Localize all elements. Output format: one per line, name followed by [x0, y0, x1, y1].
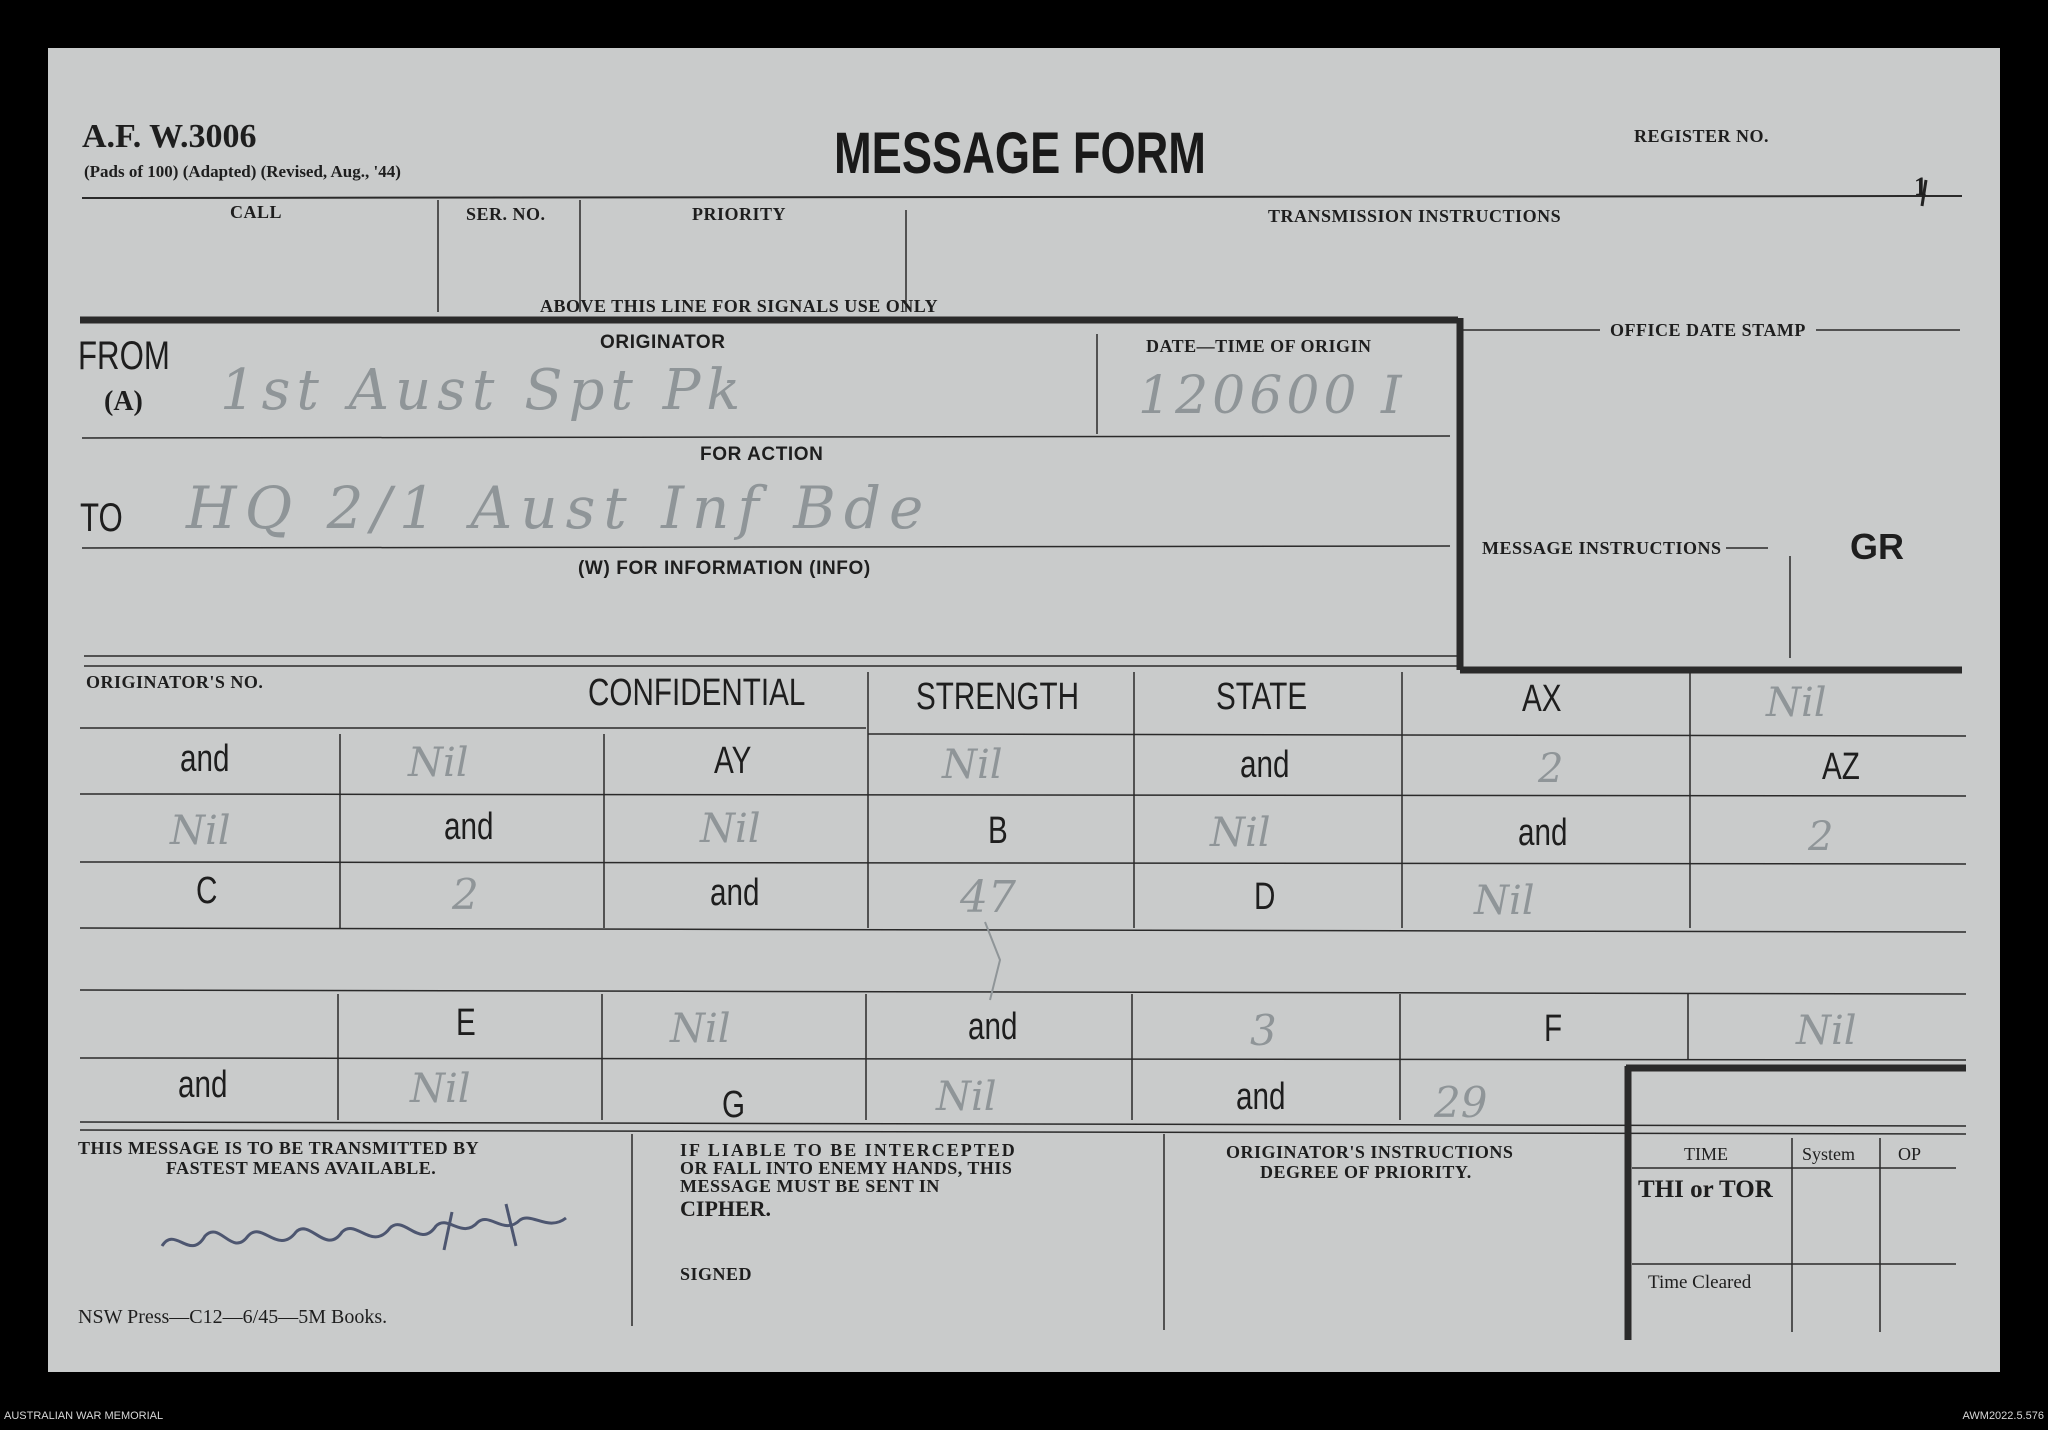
ax-label: AX	[1522, 678, 1562, 720]
form-code: A.F. W.3006	[82, 118, 257, 155]
grid-r4-c3: and	[710, 872, 760, 914]
liable-note-line3: MESSAGE MUST BE SENT IN	[680, 1176, 940, 1196]
ser-no-label: SER. NO.	[466, 204, 546, 224]
grid-r2-c4: Nil	[942, 742, 1003, 788]
signed-label: SIGNED	[680, 1264, 753, 1284]
page-title: MESSAGE FORM	[834, 121, 1206, 186]
grid-r2-c3: AY	[714, 740, 752, 782]
register-label: REGISTER NO.	[1634, 126, 1770, 146]
grid-r3-c6: and	[1518, 812, 1568, 854]
originator-label: ORIGINATOR	[600, 332, 726, 353]
transmission-instructions-label: TRANSMISSION INSTRUCTIONS	[1268, 206, 1562, 226]
originators-instructions-label: ORIGINATOR'S INSTRUCTIONS	[1226, 1142, 1514, 1162]
signature-text	[600, 1212, 607, 1213]
press-note: NSW Press—C12—6/45—5M Books.	[78, 1306, 388, 1328]
grid-r6-c5: and	[1236, 1076, 1286, 1118]
grid-r5-c6: F	[1544, 1008, 1563, 1050]
from-sub-label: (A)	[104, 386, 143, 417]
credit-right: AWM2022.5.576	[1962, 1410, 2044, 1422]
grid-r4-c5: D	[1254, 876, 1276, 918]
signals-use-note: ABOVE THIS LINE FOR SIGNALS USE ONLY	[540, 296, 939, 316]
grid-r2-c1: and	[180, 738, 230, 780]
grid-r3-c1: Nil	[170, 808, 231, 854]
grid-r2-c2: Nil	[408, 740, 469, 786]
date-time-origin-label: DATE—TIME OF ORIGIN	[1146, 336, 1372, 356]
grid-r3-c5: Nil	[1210, 810, 1271, 856]
priority-label: PRIORITY	[692, 204, 787, 224]
liable-note-line1: IF LIABLE TO BE INTERCEPTED	[680, 1140, 1017, 1160]
office-date-stamp-label: OFFICE DATE STAMP	[1600, 320, 1816, 341]
grid-r6-c3: G	[722, 1084, 746, 1126]
grid-r2-c6: 2	[1538, 746, 1564, 792]
liable-note-line2: OR FALL INTO ENEMY HANDS, THIS	[680, 1158, 1013, 1178]
form-subcode: (Pads of 100) (Adapted) (Revised, Aug., '44)	[84, 162, 401, 181]
to-label: TO	[80, 496, 123, 540]
strength-label: STRENGTH	[916, 676, 1080, 718]
grid-r2-c7: AZ	[1822, 746, 1860, 788]
grid-r5-c3: Nil	[670, 1006, 731, 1052]
originator-value: 1st Aust Spt Pk	[220, 358, 747, 423]
thi-tor-label: THI or TOR	[1638, 1176, 1773, 1203]
op-label: OP	[1898, 1144, 1922, 1164]
ax-value: Nil	[1766, 680, 1827, 726]
grid-r4-c6: Nil	[1474, 878, 1535, 924]
grid-r3-c3: Nil	[700, 806, 761, 852]
confidential-label: CONFIDENTIAL	[588, 672, 806, 714]
grid-r4-c4: 47	[960, 872, 1016, 923]
call-label: CALL	[230, 202, 283, 222]
grid-r5-c7: Nil	[1796, 1008, 1857, 1054]
degree-of-priority-label: DEGREE OF PRIORITY.	[1260, 1162, 1472, 1182]
from-label: FROM	[78, 334, 170, 378]
grid-r5-c2: E	[456, 1002, 476, 1044]
state-label: STATE	[1216, 676, 1308, 718]
grid-r3-c4: B	[988, 810, 1008, 852]
transmit-note-line2: FASTEST MEANS AVAILABLE.	[166, 1158, 437, 1178]
date-time-origin-value: 120600 I	[1138, 366, 1406, 426]
originators-no-label: ORIGINATOR'S NO.	[86, 672, 264, 692]
register-value: 1	[1914, 172, 1927, 201]
system-label: System	[1802, 1144, 1856, 1164]
for-information-label: (W) FOR INFORMATION (INFO)	[578, 558, 871, 579]
time-label: TIME	[1684, 1144, 1728, 1164]
for-action-label: FOR ACTION	[700, 444, 824, 465]
credit-left: AUSTRALIAN WAR MEMORIAL	[4, 1410, 164, 1422]
grid-r4-c1: C	[196, 870, 218, 912]
time-cleared-label: Time Cleared	[1648, 1272, 1752, 1293]
grid-r6-c6: 29	[1434, 1078, 1488, 1127]
to-value: HQ 2/1 Aust Inf Bde	[186, 474, 932, 542]
grid-r3-c2: and	[444, 806, 494, 848]
grid-r5-c4: and	[968, 1006, 1018, 1048]
grid-r6-c4: Nil	[936, 1074, 997, 1120]
gr-label: GR	[1846, 526, 1908, 568]
grid-r2-c5: and	[1240, 744, 1290, 786]
liable-note-line4: CIPHER.	[680, 1196, 772, 1221]
grid-r3-c7: 2	[1808, 814, 1834, 860]
grid-r5-c5: 3	[1250, 1006, 1277, 1055]
transmit-note-line1: THIS MESSAGE IS TO BE TRANSMITTED BY	[78, 1138, 480, 1158]
message-instructions-label: MESSAGE INSTRUCTIONS	[1478, 538, 1726, 559]
grid-r4-c2: 2	[452, 870, 479, 919]
grid-r5-c1: and	[178, 1064, 228, 1106]
grid-r6-c2: Nil	[410, 1066, 471, 1112]
